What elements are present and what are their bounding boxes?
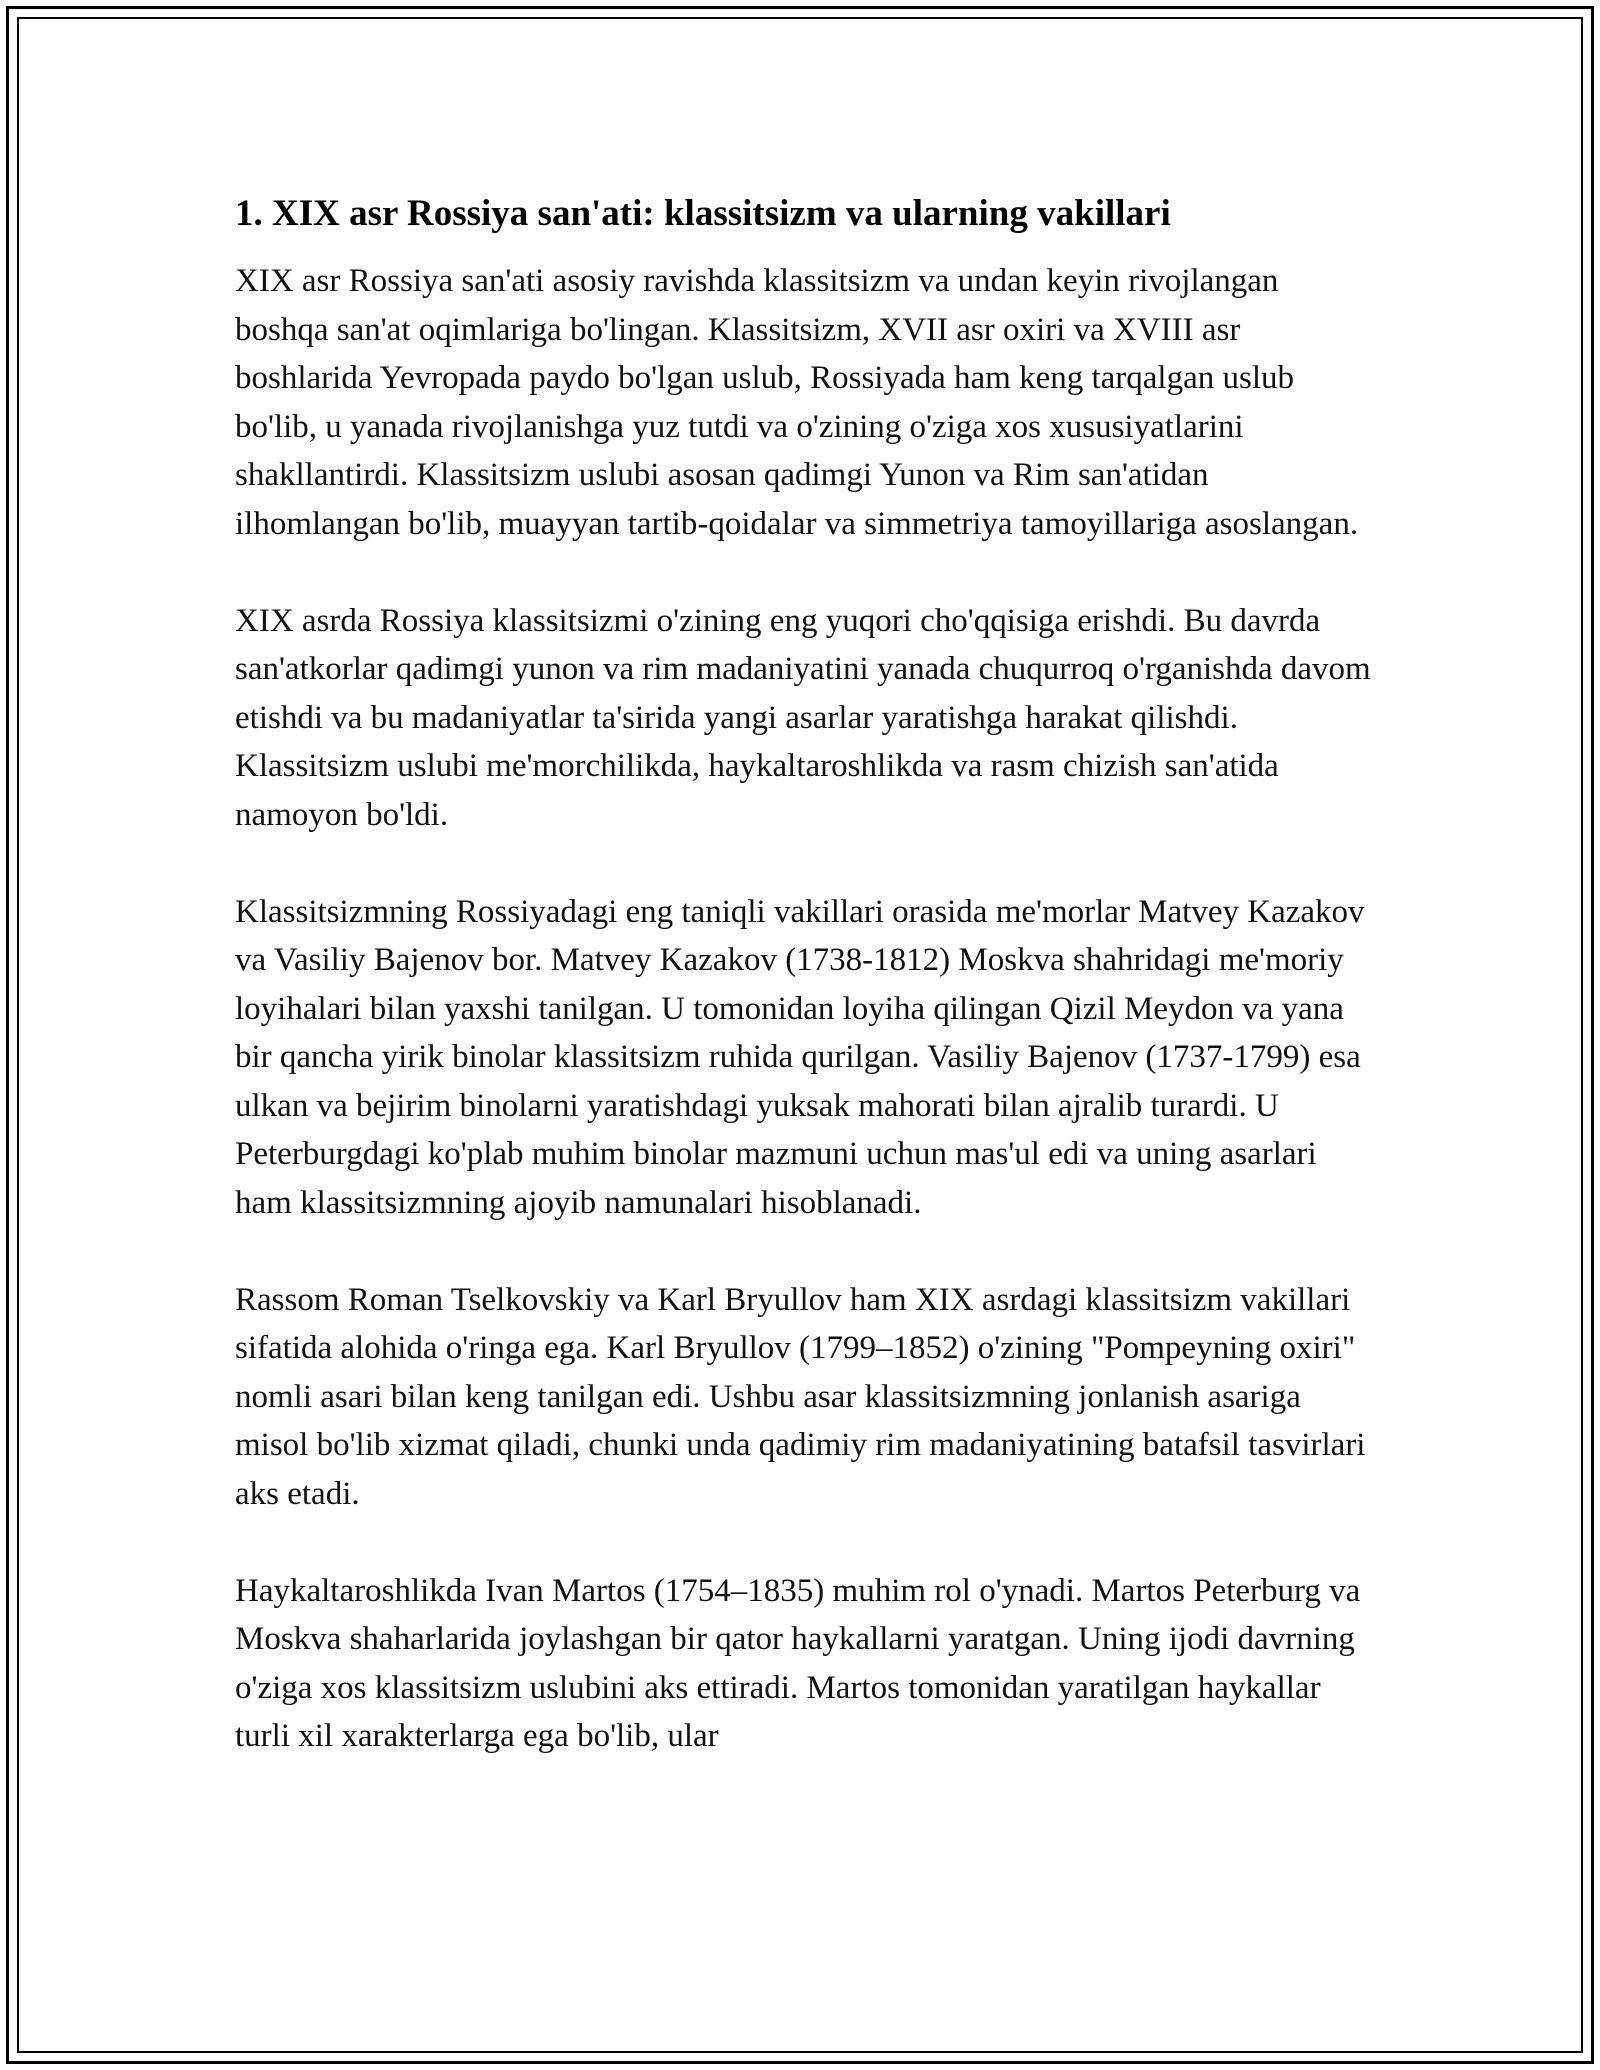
paragraph-1: XIX asr Rossiya san'ati asosiy ravishda klassitsizm va undan keyin rivojlangan boshqa san'at oqimlariga bo'lingan. Klassitsizm, XVII asr oxiri va XVIII asr boshlarida Yevropada paydo bo'lgan uslub, Rossiyada ham keng tarqalgan uslub bo'lib, u yanada rivojlanishga yuz tutdi va o'zining o'ziga xos xususiyatlarini shakllantirdi. Klassitsizm uslubi asosan qadimgi Yunon va Rim san'atidan ilhomlangan bo'lib, muayyan tartib-qoidalar va simmetriya tamoyillariga asoslangan.: [235, 263, 1359, 542]
paragraph-5: Haykaltaroshlikda Ivan Martos (1754–1835) muhim rol o'ynadi. Martos Peterburg va Moskva shaharlarida joylashgan bir qator haykallarni yaratgan. Uning ijodi davrning o'ziga xos klassitsizm uslubini aks ettiradi. Martos tomonidan yaratilgan haykallar turli xil xarakterlarga ega bo'lib, ular: [235, 1572, 1361, 1754]
section-heading: 1. XIX asr Rossiya san'ati: klassitsizm va ularning vakillari: [235, 193, 1171, 234]
paragraph-4: Rassom Roman Tselkovskiy va Karl Bryullov ham XIX asrdagi klassitsizm vakillari sifatida alohida o'ringa ega. Karl Bryullov (1799–1852) o'zining "Pompeyning oxiri" nomli asari bilan keng tanilgan edi. Ushbu asar klassitsizmning jonlanish asariga misol bo'lib xizmat qiladi, chunki unda qadimiy rim madaniyatining batafsil tasvirlari aks etadi.: [235, 1281, 1366, 1512]
document-body: [235, 180, 1375, 1809]
paragraph-3: Klassitsizmning Rossiyadagi eng taniqli vakillari orasida me'morlar Matvey Kazakov va Vasiliy Bajenov bor. Matvey Kazakov (1738-1812) Moskva shahridagi me'moriy loyihalari bilan yaxshi tanilgan. U tomonidan loyiha qilingan Qizil Meydon va yana bir qancha yirik binolar klassitsizm ruhida qurilgan. Vasiliy Bajenov (1737-1799) esa ulkan va bejirim binolarni yaratishdagi yuksak mahorati bilan ajralib turardi. U Peterburgdagi ko'plab muhim binolar mazmuni uchun mas'ul edi va uning asarlari ham klassitsizmning ajoyib namunalari hisoblanadi.: [235, 893, 1365, 1221]
paragraph-2: XIX asrda Rossiya klassitsizmi o'zining eng yuqori cho'qqisiga erishdi. Bu davrda san'atkorlar qadimgi yunon va rim madaniyatini yanada chuqurroq o'rganishda davom etishdi va bu madaniyatlar ta'sirida yangi asarlar yaratishga harakat qilishdi. Klassitsizm uslubi me'morchilikda, haykaltaroshlikda va rasm chizish san'atida namoyon bo'ldi.: [235, 602, 1371, 833]
